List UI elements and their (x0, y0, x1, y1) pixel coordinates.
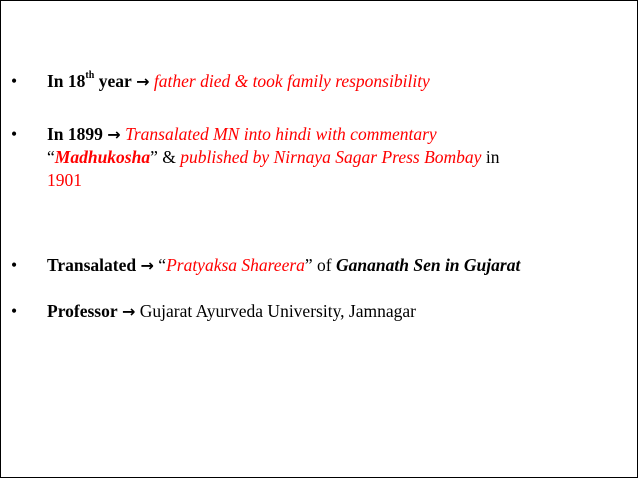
publication-year: 1901 (47, 170, 82, 190)
bullet-dot: • (11, 71, 18, 91)
in-word: in (481, 147, 500, 167)
ordinal-suffix: th (85, 70, 95, 82)
bullet-lead: Transalated (47, 255, 137, 275)
bullet-content (47, 300, 416, 323)
open-quote: “ (47, 147, 55, 167)
bullet-dot: • (11, 301, 18, 321)
right-arrow-icon: → (122, 302, 136, 321)
institution-text: Gujarat Ayurveda University, Jamnagar (135, 301, 416, 321)
bullet-dot: • (11, 255, 18, 275)
bullet-dot: • (11, 124, 18, 144)
open-quote: “ (153, 255, 167, 275)
close-quote: ” & (150, 147, 181, 167)
bullet-lead: In 18 (47, 71, 86, 91)
book-title-pratyaksa-shareera: Pratyaksa Shareera (166, 255, 305, 275)
bullet-lead: Professor (47, 301, 118, 321)
book-title-madhukosha: Madhukosha (54, 147, 151, 167)
close-quote-of: ” of (304, 255, 337, 275)
father-died-text: father died & took family responsibility (153, 71, 430, 91)
bullet-content (47, 123, 499, 192)
translation-text: Transalated MN into hindi with commentary (125, 124, 437, 144)
right-arrow-icon: → (136, 72, 150, 91)
published-text: published by Nirnaya Sagar Press Bombay (180, 147, 482, 167)
bullet-content (47, 70, 430, 93)
bullet-lead-year: year (94, 71, 132, 91)
bullet-content (47, 254, 520, 277)
right-arrow-icon: → (140, 256, 154, 275)
bullet-lead: In 1899 (47, 124, 103, 144)
right-arrow-icon: → (107, 125, 121, 144)
author-text: Gananath Sen in Gujarat (336, 255, 521, 275)
